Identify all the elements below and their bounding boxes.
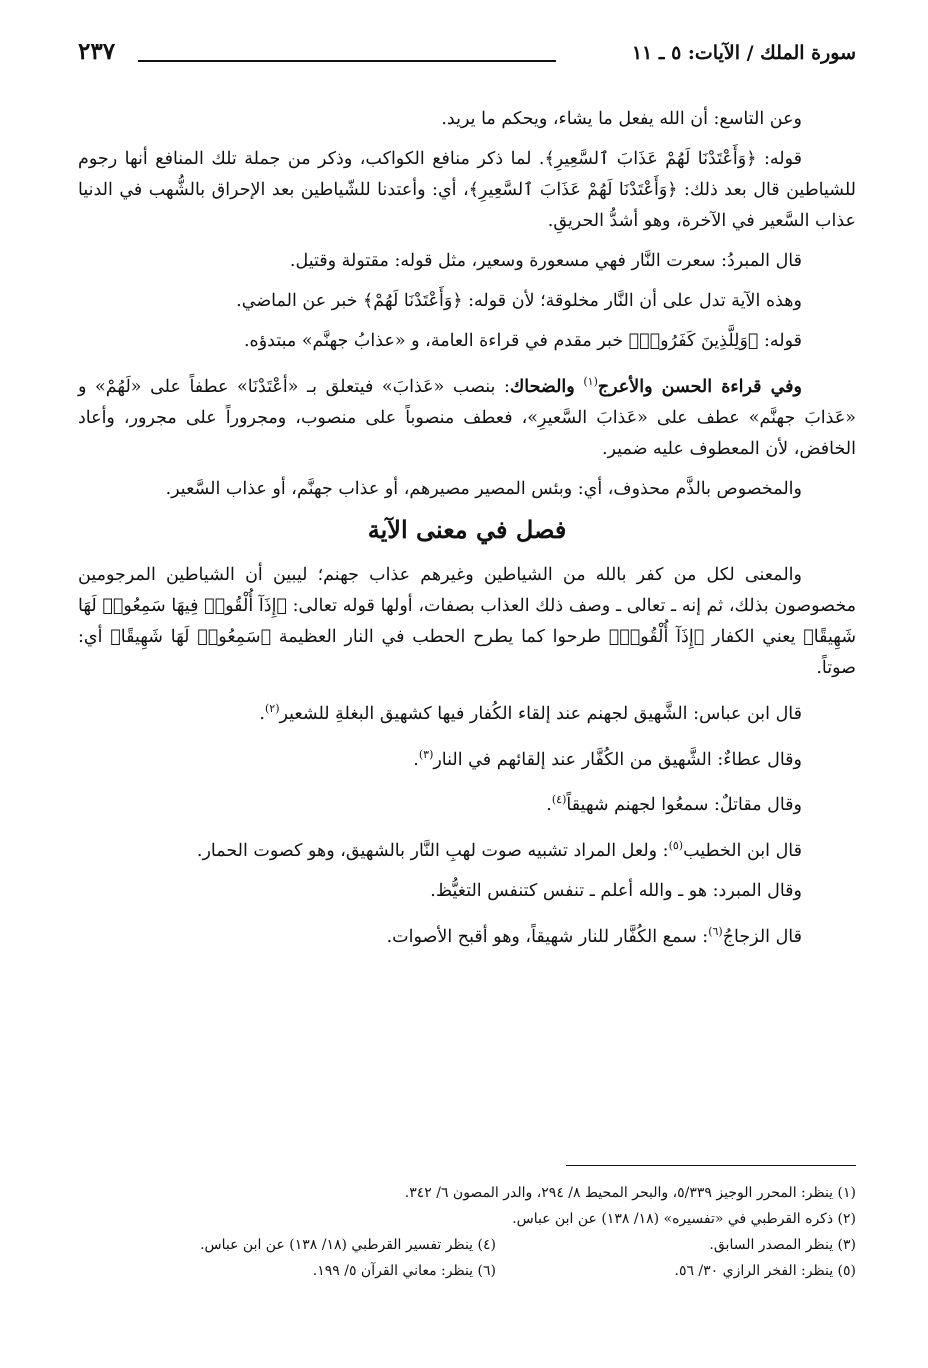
quote-line: وقال مقاتلٌ: سمعُوا لجهنم شهيقاً$^{(٤)}$. bbox=[546, 793, 802, 816]
footnote-ref: (٤) bbox=[551, 793, 567, 807]
running-title: سورة الملك / الآيات: ٥ ـ ١١ bbox=[631, 42, 856, 64]
reading-bold: والضحاك bbox=[509, 376, 575, 397]
paragraph: وقال المبرد: هو ـ والله أعلم ـ تنفس كتنفس التغيُّظ. bbox=[430, 881, 802, 902]
footnote: (٤) ينظر تفسير القرطبي (١٨/ ١٣٨) عن ابن عباس. bbox=[200, 1237, 496, 1253]
section-title: فصل في معنى الآية bbox=[367, 514, 567, 544]
quote-line: وقال عطاءٌ: الشَّهيق من الكُفَّار عند إلقائهم في النار$^{(٣)}$. bbox=[413, 747, 802, 770]
page-header bbox=[78, 34, 856, 74]
footnotes bbox=[78, 1180, 856, 1284]
quote-line: قال ابن عباس: الشَّهيق لجهنم عند إلقاء الكُفار فيها كشهيق البغلةِ للشعير$^{(٢)}$. bbox=[259, 701, 802, 724]
footnote: (٢) ذكره القرطبي في «تفسيره» (١٨/ ١٣٨) عن ابن عباس. bbox=[512, 1211, 856, 1227]
footnote: (٥) ينظر: الفخر الرازي ٣٠/ ٥٦. bbox=[674, 1263, 856, 1279]
paragraph: وهذه الآية تدل على أن النَّار مخلوقة؛ لأن قوله: ﴿وَأَعْتَدْنَا لَهُمْ﴾ خبر عن الماضي. bbox=[236, 291, 802, 311]
footnote-ref: (٢) bbox=[264, 701, 280, 715]
footnote-ref: (٦) bbox=[708, 925, 723, 939]
paragraph: والمعنى لكل من كفر بالله من الشياطين وغيرهم عذاب جهنم؛ ليبين أن الشياطين المرجومين مخصوصون بذلك، ثم إنه ـ تعالى ـ وصف ذلك العذاب بصفات، أولها قوله تعالى: ﴿إِذَآ أُلْقُوا۟ فِيهَا سَمِعُوا۟ لَهَا شَهِيقًا﴾ يعني الكفار ﴿إِذَآ أُلْقُوا۟﴾ طرحوا كما يطرح الحطب في النار العظيمة ﴿سَمِعُوا۟ لَهَا شَهِيقًا﴾ أي: صوتاً. bbox=[78, 564, 856, 678]
paragraph: قال ابن الخطيب$^{(٥)}$: ولعل المراد تشبيه صوت لهبِ النَّار بالشهيق، وهو كصوت الحمار. bbox=[196, 839, 802, 862]
header-rule bbox=[138, 60, 556, 62]
page-body bbox=[78, 104, 856, 962]
footnote: (١) ينظر: المحرر الوجيز ٥/٣٣٩، والبحر المحيط ٨/ ٢٩٤، والدر المصون ٦/ ٣٤٢. bbox=[404, 1185, 856, 1201]
footnote-ref: (٥) bbox=[668, 839, 684, 853]
footnote: (٦) ينظر: معاني القرآن ٥/ ١٩٩. bbox=[312, 1263, 496, 1279]
page-number: ٢٣٧ bbox=[78, 38, 116, 65]
footnote-rule bbox=[566, 1165, 856, 1166]
reading-paragraph bbox=[78, 366, 856, 465]
reading-bold: وفي قراءة الحسن والأعرج bbox=[597, 376, 802, 397]
paragraph: وعن التاسع: أن الله يفعل ما يشاء، ويحكم ما يريد. bbox=[441, 109, 802, 129]
footnote-ref: (١) bbox=[583, 375, 598, 388]
paragraph: قوله: ﴿وَلِلَّذِينَ كَفَرُوا۟﴾ خبر مقدم في قراءة العامة، و «عذابُ جهنَّم» مبتدؤه. bbox=[243, 331, 802, 351]
footnote: (٣) ينظر المصدر السابق. bbox=[709, 1237, 856, 1253]
paragraph: قال المبردُ: سعرت النَّار فهي مسعورة وسعير، مثل قوله: مقتولة وقتيل. bbox=[289, 251, 802, 271]
paragraph: قال الزجاجُ$^{(٦)}$: سمع الكُفَّار للنار شهيقاً، وهو أقبح الأصوات. bbox=[386, 925, 802, 947]
paragraph: والمخصوص بالذَّم محذوف، أي: وبئس المصير مصيرهم، أو عذاب جهنَّم، أو عذاب السَّعير. bbox=[165, 478, 802, 499]
reading-text: : بنصب «عَذابَ» فيتعلق بـ «أعْتَدْنَا» عطفاً على «لَهُمْ» و «عَذابَ جهنَّم» عطف على «عَذابَ السَّعيرِ»، فعطف منصوباً على منصوب، ومجروراً على مجرور، وأعاد الخافض، لأن المعطوف عليه ضمير. bbox=[78, 376, 856, 459]
paragraph: قوله: ﴿وَأَعْتَدْنَا لَهُمْ عَذَابَ ٱلسَّعِيرِ﴾. لما ذكر منافع الكواكب، وذكر من جملة تلك المنافع أنها رجوم للشياطين قال بعد ذلك: ﴿وَأَعْتَدْنَا لَهُمْ عَذَابَ ٱلسَّعِيرِ﴾، أي: وأعتدنا للشّياطين بعد الإحراق بالشُّهب في الدنيا عذاب السَّعير في الآخرة، وهو أشدُّ الحريقِ. bbox=[78, 149, 856, 231]
footnote-ref: (٣) bbox=[418, 747, 434, 761]
